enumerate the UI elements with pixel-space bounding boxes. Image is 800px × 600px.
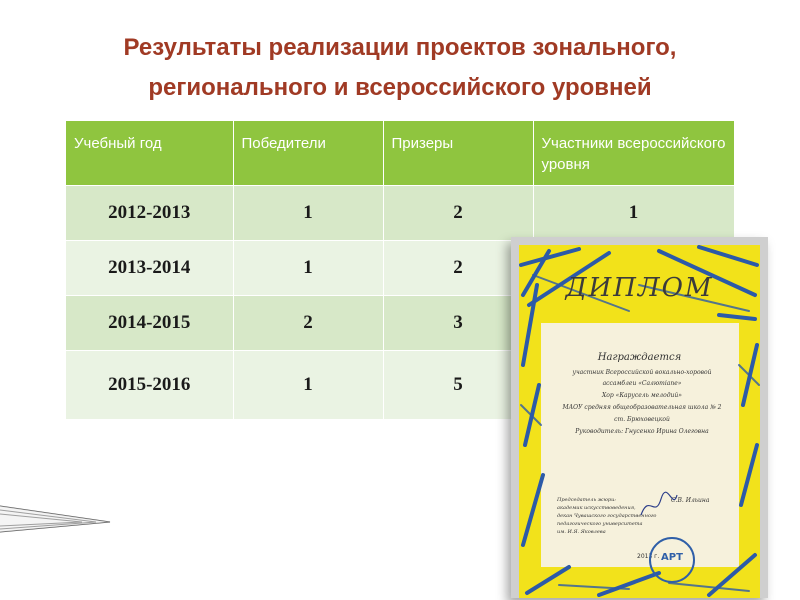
cell-winners: 2 [233, 295, 383, 350]
diploma-photo-frame [511, 237, 768, 598]
diploma-footer-line: им. И.Я. Яковлева [557, 529, 606, 535]
diploma-footer-line: академик искусствоведения, [557, 505, 636, 511]
cell-prize-winners: 5 [383, 350, 533, 419]
cell-prize-winners: 2 [383, 240, 533, 295]
title-line-2: регионального и всероссийского уровней [148, 74, 652, 101]
cell-winners: 1 [233, 350, 383, 419]
cell-prize-winners: 3 [383, 295, 533, 350]
cell-year: 2014-2015 [66, 295, 233, 350]
signature-icon [639, 491, 679, 521]
cell-prize-winners: 2 [383, 185, 533, 240]
diploma-line: участник Всероссийской вокально-хоровой [572, 369, 712, 376]
diploma-footer-line: педагогического университета [557, 521, 643, 527]
diploma-heading: ДИПЛОМ [565, 273, 714, 303]
diploma-image [519, 245, 760, 598]
stamp-icon [649, 537, 695, 583]
table-header-row [66, 121, 734, 185]
cell-winners: 1 [233, 240, 383, 295]
cell-winners: 1 [233, 185, 383, 240]
title-line-1: Результаты реализации проектов зонального, [123, 34, 677, 61]
cell-year: 2013-2014 [66, 240, 233, 295]
header-participants: Участники всероссийского уровня [533, 121, 734, 185]
diploma-line: Хор «Карусель мелодий» [602, 392, 682, 399]
diploma-line: Руководитель: Гнусенко Ирина Олеговна [575, 428, 709, 435]
cell-year: 2015-2016 [66, 350, 233, 419]
diploma-footer-line: декан Чувашского государственного [557, 513, 657, 519]
diploma-year: 2013 г. [637, 553, 660, 560]
header-prize-winners: Призеры [383, 121, 533, 185]
table-row [66, 185, 734, 240]
diploma-line: МАОУ средняя общеобразовательная школа № 2 [562, 404, 722, 411]
decorative-arrows [0, 498, 120, 538]
cell-participants: 1 [533, 185, 734, 240]
header-winners: Победители [233, 121, 383, 185]
diploma-line: ассамблеи «Салютiane» [602, 380, 682, 387]
stamp-text: АРТ [661, 552, 683, 563]
diploma-awarded-text: Награждается [597, 352, 682, 363]
header-academic-year: Учебный год [66, 121, 233, 185]
diploma-signer: С.В. Ильина [671, 497, 710, 504]
diploma-footer-line: Председатель жюри: [557, 497, 616, 503]
diploma-line: ст. Брюховецкой [614, 416, 670, 423]
slide-title [20, 28, 780, 108]
cell-year: 2012-2013 [66, 185, 233, 240]
